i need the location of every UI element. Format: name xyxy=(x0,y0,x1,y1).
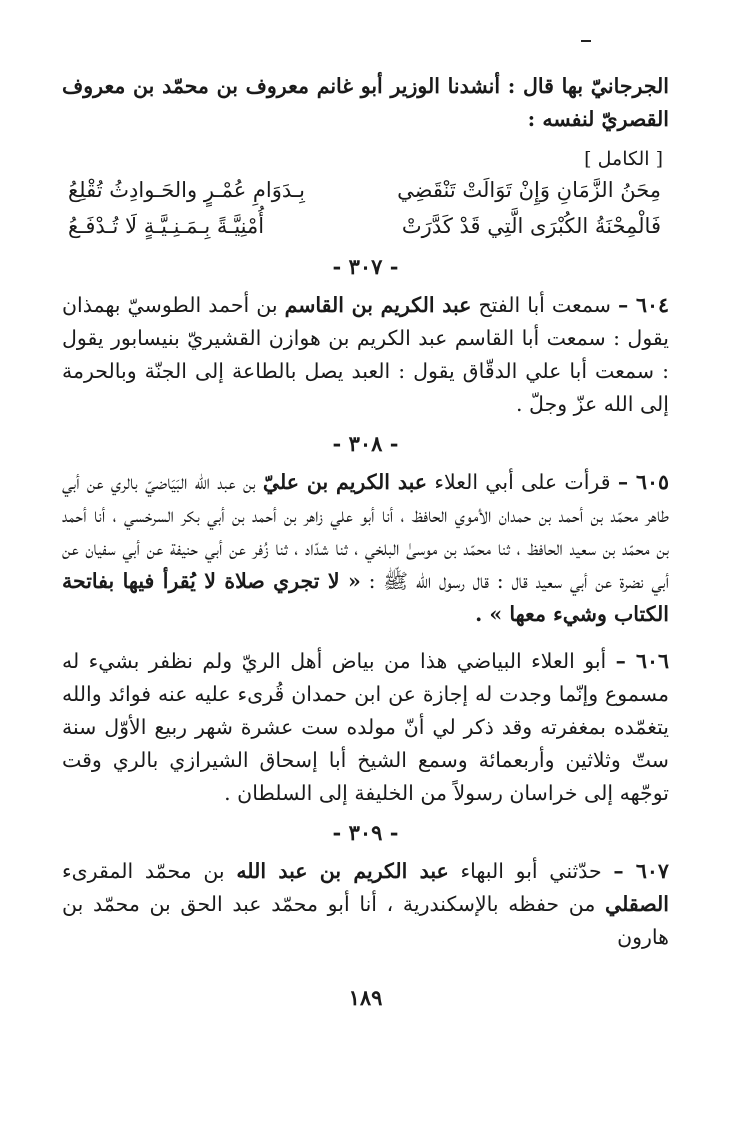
entry-607 xyxy=(62,855,669,954)
entry-606 xyxy=(62,645,669,810)
page-number: ١٨٩ xyxy=(348,985,383,1010)
entry-605-text: بن عبد الله البَيَاضيّ بالري عن أبي طاهر محمّد بن أحمد بن حمدان الأموي الحافظ ، أنا أبو علي زاهر بن أحمد بن أبي بكر السرخسي ، أنا أحمد بن محمّد بن سعيد الحافظ ، ثنا محمّد بن موسىٰ البلخي ، ثنا شدّاد ، ثنا زُفر عن أبي حنيفة عن أبي سفيان عن أبي نضرة عن أبي سعيد قال : قال رسول الله ﷺ : xyxy=(62,470,669,593)
entry-605-hadith: « لا تجري صلاة لا يُقرأ فيها بفاتحة الكتاب وشيء معها » . xyxy=(62,569,669,626)
entry-605-name: عبد الكريم بن عليّ xyxy=(262,470,428,494)
verse-1-first-hemistich: مِحَنُ الزَّمَانِ وَإِنْ تَوَالَتْ تَنْقَضِي xyxy=(397,178,661,202)
entry-606-number: ٦٠٦ – xyxy=(615,649,669,673)
entry-604 xyxy=(62,289,669,421)
entry-607-nisba: الصقلي xyxy=(605,892,669,916)
verse-line-2 xyxy=(62,208,669,244)
verse-2-second-hemistich: أُمْنِيَّـةً بِـمَـنِـيَّـةٍ لَا تُـدْفَـعُ xyxy=(68,214,265,238)
verse-1-second-hemistich: بِـدَوَامِ عُمْـرٍ والحَـوادِثُ تُقْلِعُ xyxy=(68,178,305,202)
entry-606-text: أبو العلاء البياضي هذا من بياض أهل الريّ ولم نظفر بشيء له مسموع وإنّما وجدت له إجازة عن ابن حمدان قُرىء عليه عنه فوائد والله يتغمّده بمغفرته وقد ذكر لي أنّ مولده ست عشرة شهر ربيع الأوّل سنة ستّ وثلاثين وأربعمائة وسمع الشيخ أبا إسحاق الشيرازي بالري وقت توجّهه إلى خراسان رسولاً من الخليفة إلى السلطان . xyxy=(62,649,669,805)
verse-line-1 xyxy=(62,172,669,208)
section-number-309: - ٣٠٩ - xyxy=(332,820,399,845)
intro-paragraph xyxy=(62,70,669,136)
entry-605-number: ٦٠٥ – xyxy=(617,470,669,494)
entry-607-name: عبد الكريم بن عبد الله xyxy=(236,859,449,883)
entry-607-number: ٦٠٧ – xyxy=(613,859,669,883)
entry-607-pre: حدّثني أبو البهاء xyxy=(460,859,602,883)
entry-607-post: بن محمّد المقرىء xyxy=(62,859,225,883)
section-number-307: - ٣٠٧ - xyxy=(332,254,399,279)
entry-604-text: بن أحمد الطوسيّ بهمذان يقول : سمعت أبا القاسم عبد الكريم بن هوازن القشيريّ بنيسابور يقول : سمعت أبا علي الدقّاق يقول : العبد يصل بالطاعة إلى الجنّة وبالحرمة إلى الله عزّ وجلّ . xyxy=(62,293,669,416)
verse-2-first-hemistich: فَالْمِحْنَةُ الكُبْرَى الَّتِي قَدْ كَدَّرَتْ xyxy=(401,214,661,238)
section-number-308: - ٣٠٨ - xyxy=(332,431,399,456)
entry-605 xyxy=(62,466,669,631)
entry-604-pre: سمعت أبا الفتح xyxy=(478,293,611,317)
entry-604-number: ٦٠٤ – xyxy=(618,293,669,317)
poem-meter: [ الكامل ] xyxy=(584,148,663,170)
top-dash-mark xyxy=(581,40,591,42)
intro-text: الجرجانيّ بها قال : أنشدنا الوزير أبو غانم معروف بن محمّد بن معروف القصريّ لنفسه : xyxy=(62,74,669,131)
entry-605-pre: قرأت على أبي العلاء xyxy=(434,470,611,494)
entry-607-text: من حفظه بالإسكندرية ، أنا أبو محمّد عبد الحق بن محمّد بن هارون xyxy=(62,892,669,949)
entry-604-name: عبد الكريم بن القاسم xyxy=(284,293,472,317)
